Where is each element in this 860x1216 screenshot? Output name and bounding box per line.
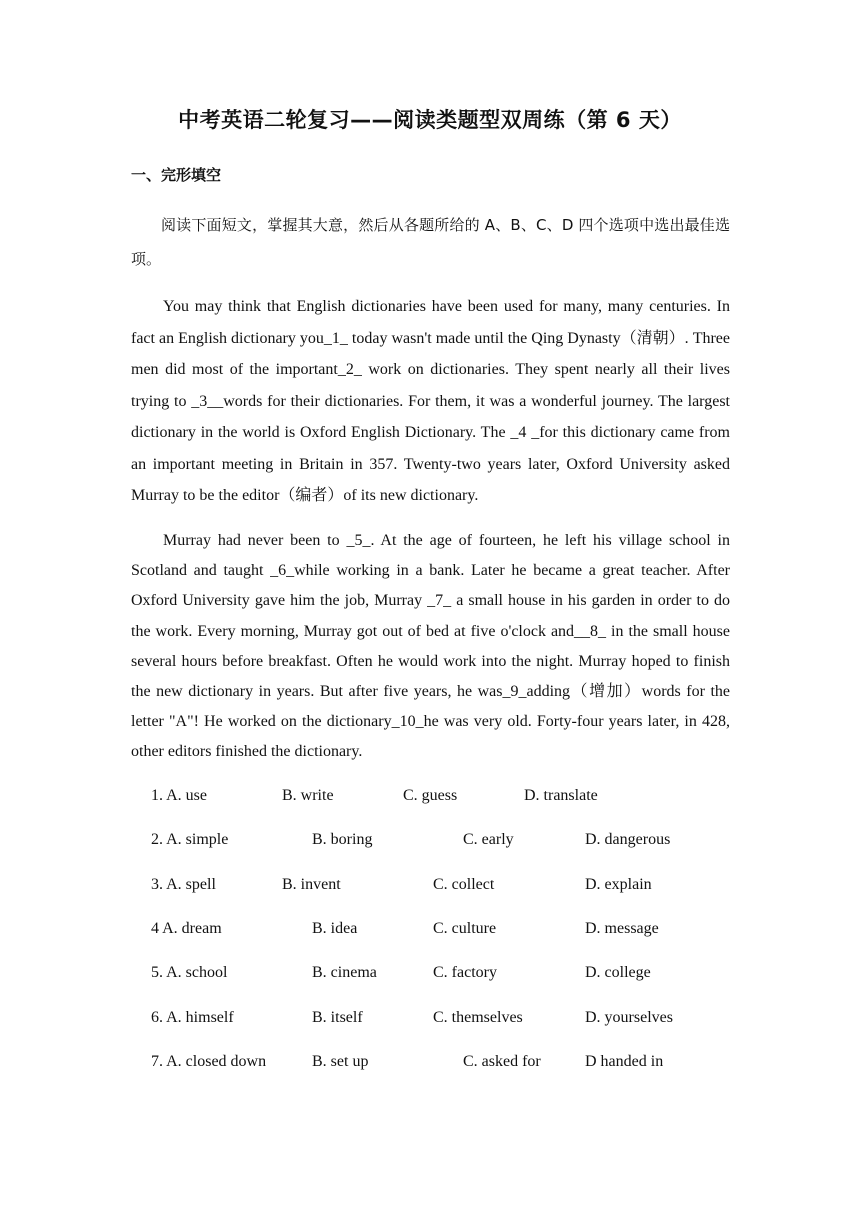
option-b: B. cinema bbox=[312, 964, 377, 981]
question-5 bbox=[151, 964, 751, 988]
question-1 bbox=[151, 787, 751, 811]
option-b: B. write bbox=[282, 787, 334, 804]
question-2 bbox=[151, 831, 751, 855]
instructions-block bbox=[131, 208, 730, 276]
option-c: C. guess bbox=[403, 787, 458, 804]
question-4 bbox=[151, 920, 751, 944]
question-6 bbox=[151, 1009, 751, 1033]
option-b: B. set up bbox=[312, 1053, 369, 1070]
option-a: 6. A. himself bbox=[151, 1009, 234, 1026]
option-d: D. yourselves bbox=[585, 1009, 673, 1026]
option-b: B. invent bbox=[282, 876, 341, 893]
option-a: 2. A. simple bbox=[151, 831, 229, 848]
passage-paragraph-1 bbox=[131, 291, 730, 512]
option-b: B. boring bbox=[312, 831, 373, 848]
option-b: B. itself bbox=[312, 1009, 363, 1026]
option-d: D. dangerous bbox=[585, 831, 671, 848]
page-title: 中考英语二轮复习——阅读类题型双周练（第 6 天） bbox=[178, 108, 682, 132]
option-a: 1. A. use bbox=[151, 787, 207, 804]
option-d: D handed in bbox=[585, 1053, 664, 1070]
paragraph-text: Murray had never been to _5_. At the age of fourteen, he left his village school in Scotland and taught _6_while working in a bank. Later he became a great teacher. After Oxford University gave him the job, Murray _7_ a small house in his garden in order to do the work. Every morning, Murray got out of bed at five o'clock and__8_ in the small house several hours before breakfast. Often he would work into the night. Murray hoped to finish the new dictionary in years. But after five years, he was_9_adding（增加）words for the letter "A"! He worked on the dictionary_10_he was very old. Forty-four years later, in 428, other editors finished the dictionary. bbox=[131, 532, 730, 761]
option-d: D. message bbox=[585, 920, 659, 937]
section-heading: 一、完形填空 bbox=[131, 166, 222, 184]
option-d: D. translate bbox=[524, 787, 598, 804]
option-a: 5. A. school bbox=[151, 964, 228, 981]
option-a: 3. A. spell bbox=[151, 876, 216, 893]
option-c: C. early bbox=[463, 831, 514, 848]
instructions-text: 阅读下面短文，掌握其大意，然后从各题所给的 A、B、C、D 四个选项中选出最佳选项。 bbox=[131, 216, 730, 268]
option-a: 7. A. closed down bbox=[151, 1053, 267, 1070]
option-c: C. asked for bbox=[463, 1053, 541, 1070]
option-d: D. explain bbox=[585, 876, 652, 893]
option-c: C. themselves bbox=[433, 1009, 523, 1026]
option-d: D. college bbox=[585, 964, 651, 981]
option-c: C. culture bbox=[433, 920, 497, 937]
option-c: C. collect bbox=[433, 876, 495, 893]
question-7 bbox=[151, 1053, 751, 1077]
option-c: C. factory bbox=[433, 964, 497, 981]
paragraph-text: You may think that English dictionaries have been used for many, many centuries. In fact an English dictionary you_1_ today wasn't made until the Qing Dynasty（清朝）. Three men did most of the important_2_ work on dictionaries. They spent nearly all their lives trying to _3__words for their dictionaries. For them, it was a wonderful journey. The largest dictionary in the world is Oxford English Dictionary. The _4 _for this dictionary came from an important meeting in Britain in 357. Twenty-two years later, Oxford University asked Murray to be the editor（编者）of its new dictionary. bbox=[131, 298, 730, 504]
passage-paragraph-2 bbox=[131, 526, 730, 768]
question-3 bbox=[151, 876, 751, 900]
option-a: 4 A. dream bbox=[151, 920, 222, 937]
option-b: B. idea bbox=[312, 920, 358, 937]
